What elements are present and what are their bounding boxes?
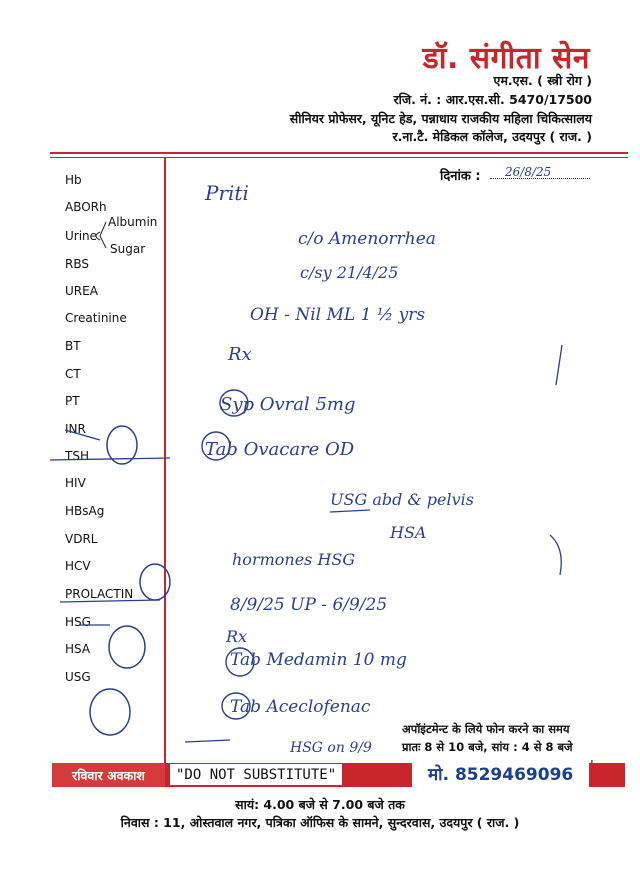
test-urea: UREA [65, 284, 98, 298]
hw-followup: 8/9/25 UP - 6/9/25 [230, 595, 388, 615]
registration-number: रजि. नं. : आर.एस.सी. 5470/17500 [393, 92, 592, 107]
test-hbsag: HBsAg [65, 504, 105, 518]
residence-address: निवास : 11, ओस्तवाल नगर, पत्रिका ऑफिस के सामने, सुन्दरवास, उदयपुर ( राज. ) [120, 815, 520, 830]
test-usg: USG [65, 670, 91, 684]
test-hiv: HIV [65, 476, 86, 490]
test-hsg: HSG [65, 615, 91, 629]
hw-med-2: Tab Ovacare OD [205, 439, 355, 460]
hw-med-3: Tab Medamin 10 mg [230, 650, 407, 670]
doctor-degree: एम.एस. ( स्त्री रोग ) [493, 73, 592, 88]
circle-mark-usg [90, 689, 130, 735]
hw-med-1: Syp Ovral 5mg [220, 394, 356, 415]
appointment-hours: प्रातः 8 से 10 बजे, सांय : 4 से 8 बजे [402, 740, 573, 754]
tick-marks [50, 430, 170, 625]
hw-history: OH - Nil ML 1 ½ yrs [250, 305, 426, 325]
test-aborh: ABORh [65, 200, 107, 214]
hw-hsa: HSA [390, 523, 427, 542]
test-bt: BT [65, 339, 81, 353]
hw-hsg-date: HSG on 9/9 [290, 740, 372, 756]
test-urine: Urine [65, 229, 98, 243]
hw-hormones: hormones HSG [232, 550, 356, 569]
test-albumin: Albumin [108, 215, 158, 229]
test-rbs: RBS [65, 257, 89, 271]
doctor-designation: सीनियर प्रोफेसर, यूनिट हेड, पन्नाधाय राजकीय महिला चिकित्सालय [289, 111, 592, 126]
test-sugar: Sugar [110, 242, 146, 256]
test-pt: PT [65, 394, 80, 408]
college-name: र.ना.टै. मेडिकल कॉलेज, उदयपुर ( राज. ) [392, 129, 592, 144]
test-inr: INR [65, 422, 86, 436]
test-tsh: TSH [65, 449, 89, 463]
test-ct: CT [65, 367, 81, 381]
sunday-holiday-badge: रविवार अवकाश [52, 763, 165, 787]
mobile-number: मो. 8529469096 [412, 759, 589, 787]
hw-med-4: Tab Aceclofenac [230, 697, 371, 717]
hw-rx-1: Rx [228, 344, 252, 365]
hw-date: 26/8/25 [505, 165, 552, 179]
appointment-heading: अपॉइंटमेन्ट के लिये फोन करने का समय [402, 722, 570, 736]
hw-complaint: c/o Amenorrhea [298, 229, 436, 249]
hw-lmp: c/sy 21/4/25 [300, 263, 399, 282]
urine-brace [96, 222, 106, 248]
test-hcv: HCV [65, 559, 91, 573]
hw-adv: USG abd & pelvis [330, 490, 474, 509]
circle-mark-hsa [109, 626, 145, 668]
test-creatinine: Creatinine [65, 311, 127, 325]
do-not-substitute-label: "DO NOT SUBSTITUTE" [170, 764, 342, 785]
doctor-name: डॉ. संगीता सेन [422, 41, 590, 76]
hw-patient: Priti [205, 181, 249, 205]
circle-mark-prolactin [140, 564, 170, 600]
test-hb: Hb [65, 173, 82, 187]
test-vdrl: VDRL [65, 532, 98, 546]
hw-rx-2: Rx [226, 627, 248, 646]
evening-hours: सायं: 4.00 बजे से 7.00 बजे तक [235, 797, 405, 812]
test-prolactin: PROLACTIN [65, 587, 134, 601]
date-label: दिनांक : [440, 169, 481, 184]
test-hsa: HSA [65, 642, 91, 656]
